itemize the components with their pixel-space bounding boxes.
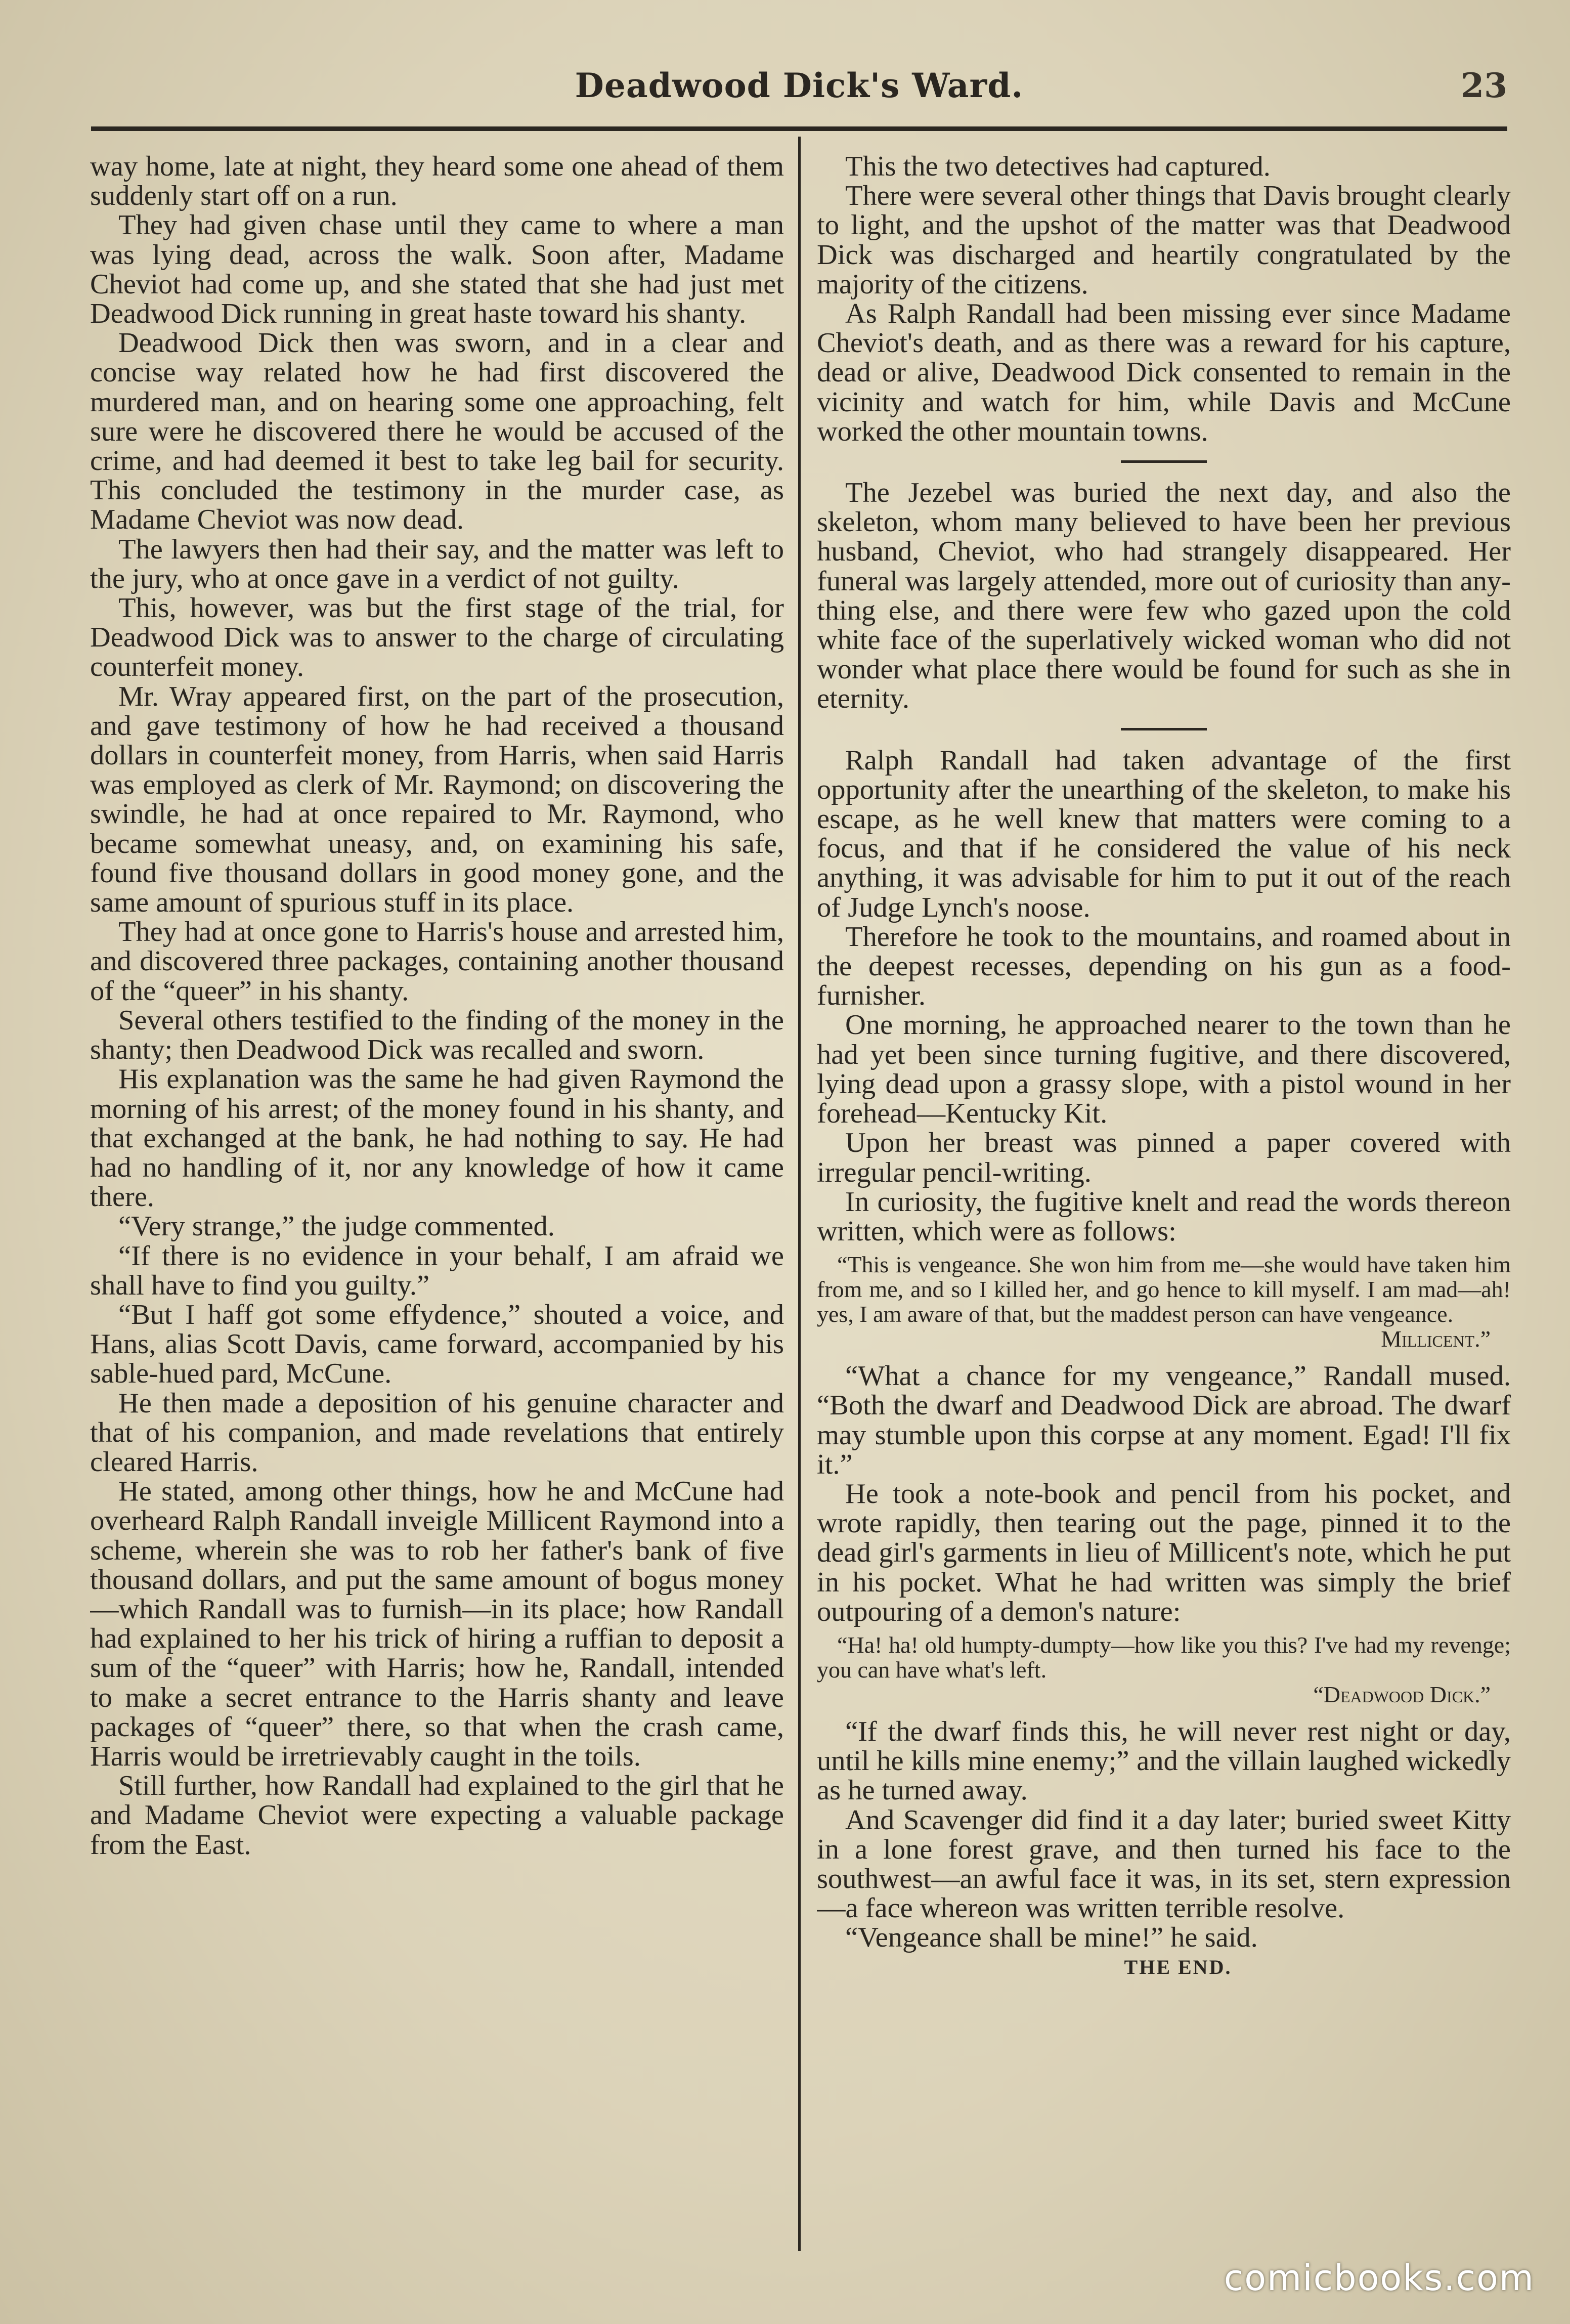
note-signature: “Deadwood Dick.”: [1313, 1681, 1491, 1707]
left-column: [90, 152, 784, 2246]
paragraph: Still further, how Randall had explained to the girl that he and Madame Cheviot were expecting a valuable package from the East.: [90, 1770, 784, 1861]
note-text: “Ha! ha! old humpty-dumpty—how like you this? I've had my revenge; you can have what's left.: [817, 1631, 1511, 1683]
paragraph: As Ralph Randall had been missing ever since Madame Cheviot's death, and as there was a reward for his capture, dead or alive, Deadwood Dick consented to remain in the vicinity and watch for him, while Davis and McCune worked the other mountain towns.: [817, 298, 1511, 447]
paragraph: He stated, among other things, how he and McCune had overheard Ralph Randall inveigle Millicent Raymond into a scheme, wherein she was to rob her father's bank of five thousand dollars, and put the same amount of bogus money—which Randall was to furnish—in its place; how Randall had explained to her his trick of hiring a ruffian to deposit a sum of the “queer” with Harris; how he, Randall, intended to make a secret entrance to the Harris shanty and leave packages of “queer” there, so that when the crash came, Harris would be irretrievably caught in the toils.: [90, 1476, 784, 1772]
page-title: Deadwood Dick's Ward.: [575, 66, 1024, 105]
paragraph: One morning, he approached nearer to the town than he had yet been since turning fugitive, and there discovered, lying dead upon a grassy slope, with a pistol wound in her forehead—Kentucky Kit.: [817, 1009, 1511, 1130]
paragraph: “Very strange,” the judge commented.: [118, 1211, 555, 1242]
paragraph: He took a note-book and pencil from his pocket, and wrote rapidly, then tearing out the page, pinned it to the dead girl's garments in lieu of Millicent's note, which he put in his pocket. What he had written was simply the brief outpouring of a demon's nature:: [817, 1478, 1511, 1627]
paragraph: Upon her breast was pinned a paper covered with irregular pencil-writing.: [817, 1127, 1511, 1188]
section-separator: [1121, 728, 1207, 730]
paragraph: And Scavenger did find it a day later; buried sweet Kitty in a lone forest grave, and then turned his face to the southwest—an awful face it was, in its set, stern expression—a face whereon was written terrible resolve.: [817, 1804, 1511, 1924]
paragraph: Several others testified to the finding of the money in the shanty; then Deadwood Dick was recalled and sworn.: [90, 1004, 784, 1066]
the-end: THE END.: [1124, 1955, 1232, 1978]
paragraph: Therefore he took to the mountains, and roamed about in the deepest recesses, depending on his gun as a food-furnisher.: [817, 921, 1511, 1012]
paragraph: “If there is no evidence in your behalf, I am afraid we shall have to find you guilty.”: [90, 1240, 784, 1301]
note-signature: Millicent.”: [1381, 1326, 1491, 1352]
paragraph: They had at once gone to Harris's house and arrested him, and discovered three packages, containing another thousand of the “queer” in his shanty.: [90, 916, 784, 1007]
paragraph: “If the dwarf finds this, he will never rest night or day, until he kills mine enemy;” and the villain laughed wickedly as he turned away.: [817, 1715, 1511, 1806]
paragraph: Deadwood Dick then was sworn, and in a clear and concise way related how he had first discovered the murdered man, and on hearing some one approaching, felt sure were he discovered there he would be accused of the crime, and had deemed it best to take leg bail for security. This concluded the testimony in the murder case, as Madame Cheviot was now dead.: [90, 327, 784, 536]
paragraph: This the two detectives had captured.: [845, 152, 1271, 182]
paragraph: He then made a deposition of his genuine character and that of his companion, and made revelations that entirely cleared Harris.: [90, 1387, 784, 1478]
paragraph: The lawyers then had their say, and the matter was left to the jury, who at once gave in a verdict of not guilty.: [90, 533, 784, 594]
quoted-note: [817, 1632, 1511, 1707]
paragraph: “Vengeance shall be mine!” he said.: [845, 1922, 1258, 1954]
paragraph: The Jezebel was buried the next day, and also the skeleton, whom many believed to have been her previous husband, Cheviot, who had strangely disappeared. Her funeral was largely attended, more out of curiosity than anything else, and there were few who gazed upon the cold white face of the superlatively wicked woman who did not wonder what place there would be found for such as she in eternity.: [817, 477, 1511, 715]
paragraph: “What a chance for my vengeance,” Randall mused. “Both the dwarf and Deadwood Dick are abroad. The dwarf may stumble upon this corpse at any moment. Egad! I'll fix it.”: [817, 1360, 1511, 1480]
paragraph: They had given chase until they came to where a man was lying dead, across the walk. Soon after, Madame Cheviot had come up, and she stated that she had just met Deadwood Dick running in great haste toward his shanty.: [90, 209, 784, 330]
paragraph: There were several other things that Davis brought clearly to light, and the upshot of the matter was that Deadwood Dick was discharged and heartily congratulated by the majority of the citizens.: [817, 180, 1511, 300]
column-divider: [798, 137, 801, 2251]
right-column: [817, 152, 1511, 2246]
page-header: [91, 61, 1507, 121]
watermark: comicbooks.com: [1224, 2257, 1535, 2299]
section-separator: [1121, 460, 1207, 463]
note-text: “This is vengeance. She won him from me—she would have taken him from me, and so I killed her, and go hence to kill myself. I am mad—ah! yes, I am aware of that, but the maddest person can have vengeance.: [817, 1252, 1511, 1327]
paragraph: “But I haff got some effydence,” shouted a voice, and Hans, alias Scott Davis, came forward, accompanied by his sable-hued pard, McCune.: [90, 1299, 784, 1390]
paragraph: Mr. Wray appeared first, on the part of the prosecution, and gave testimony of how he had received a thousand dollars in counterfeit money, from Harris, when said Harris was employed as clerk of Mr. Raymond; on discovering the swindle, he had at once repaired to Mr. Raymond, who became somewhat uneasy, and, on examining his safe, found five thousand dollars in good money gone, and the same amount of spurious stuff in its place.: [90, 680, 784, 919]
paragraph: His explanation was the same he had given Raymond the morning of his arrest; of the money found in his shanty, and that exchanged at the bank, he had nothing to say. He had had no handling of it, nor any knowledge of how it came there.: [90, 1063, 784, 1213]
paragraph: This, however, was but the first stage of the trial, for Deadwood Dick was to answer to the charge of circulating counterfeit money.: [90, 592, 784, 683]
page-number: 23: [1461, 66, 1507, 105]
paragraph: In curiosity, the fugitive knelt and read the words thereon written, which were as follows:: [817, 1186, 1511, 1247]
paragraph: way home, late at night, they heard some one ahead of them suddenly start off on a run.: [90, 152, 784, 212]
quoted-note: [817, 1252, 1511, 1351]
paragraph: Ralph Randall had taken advantage of the first opportunity after the unearthing of the skeleton, to make his escape, as he well knew that matters were coming to a focus, and that if he considered the value of his neck anything, it was advisable for him to put it out of the reach of Judge Lynch's noose.: [817, 744, 1511, 923]
header-rule: [91, 126, 1507, 131]
